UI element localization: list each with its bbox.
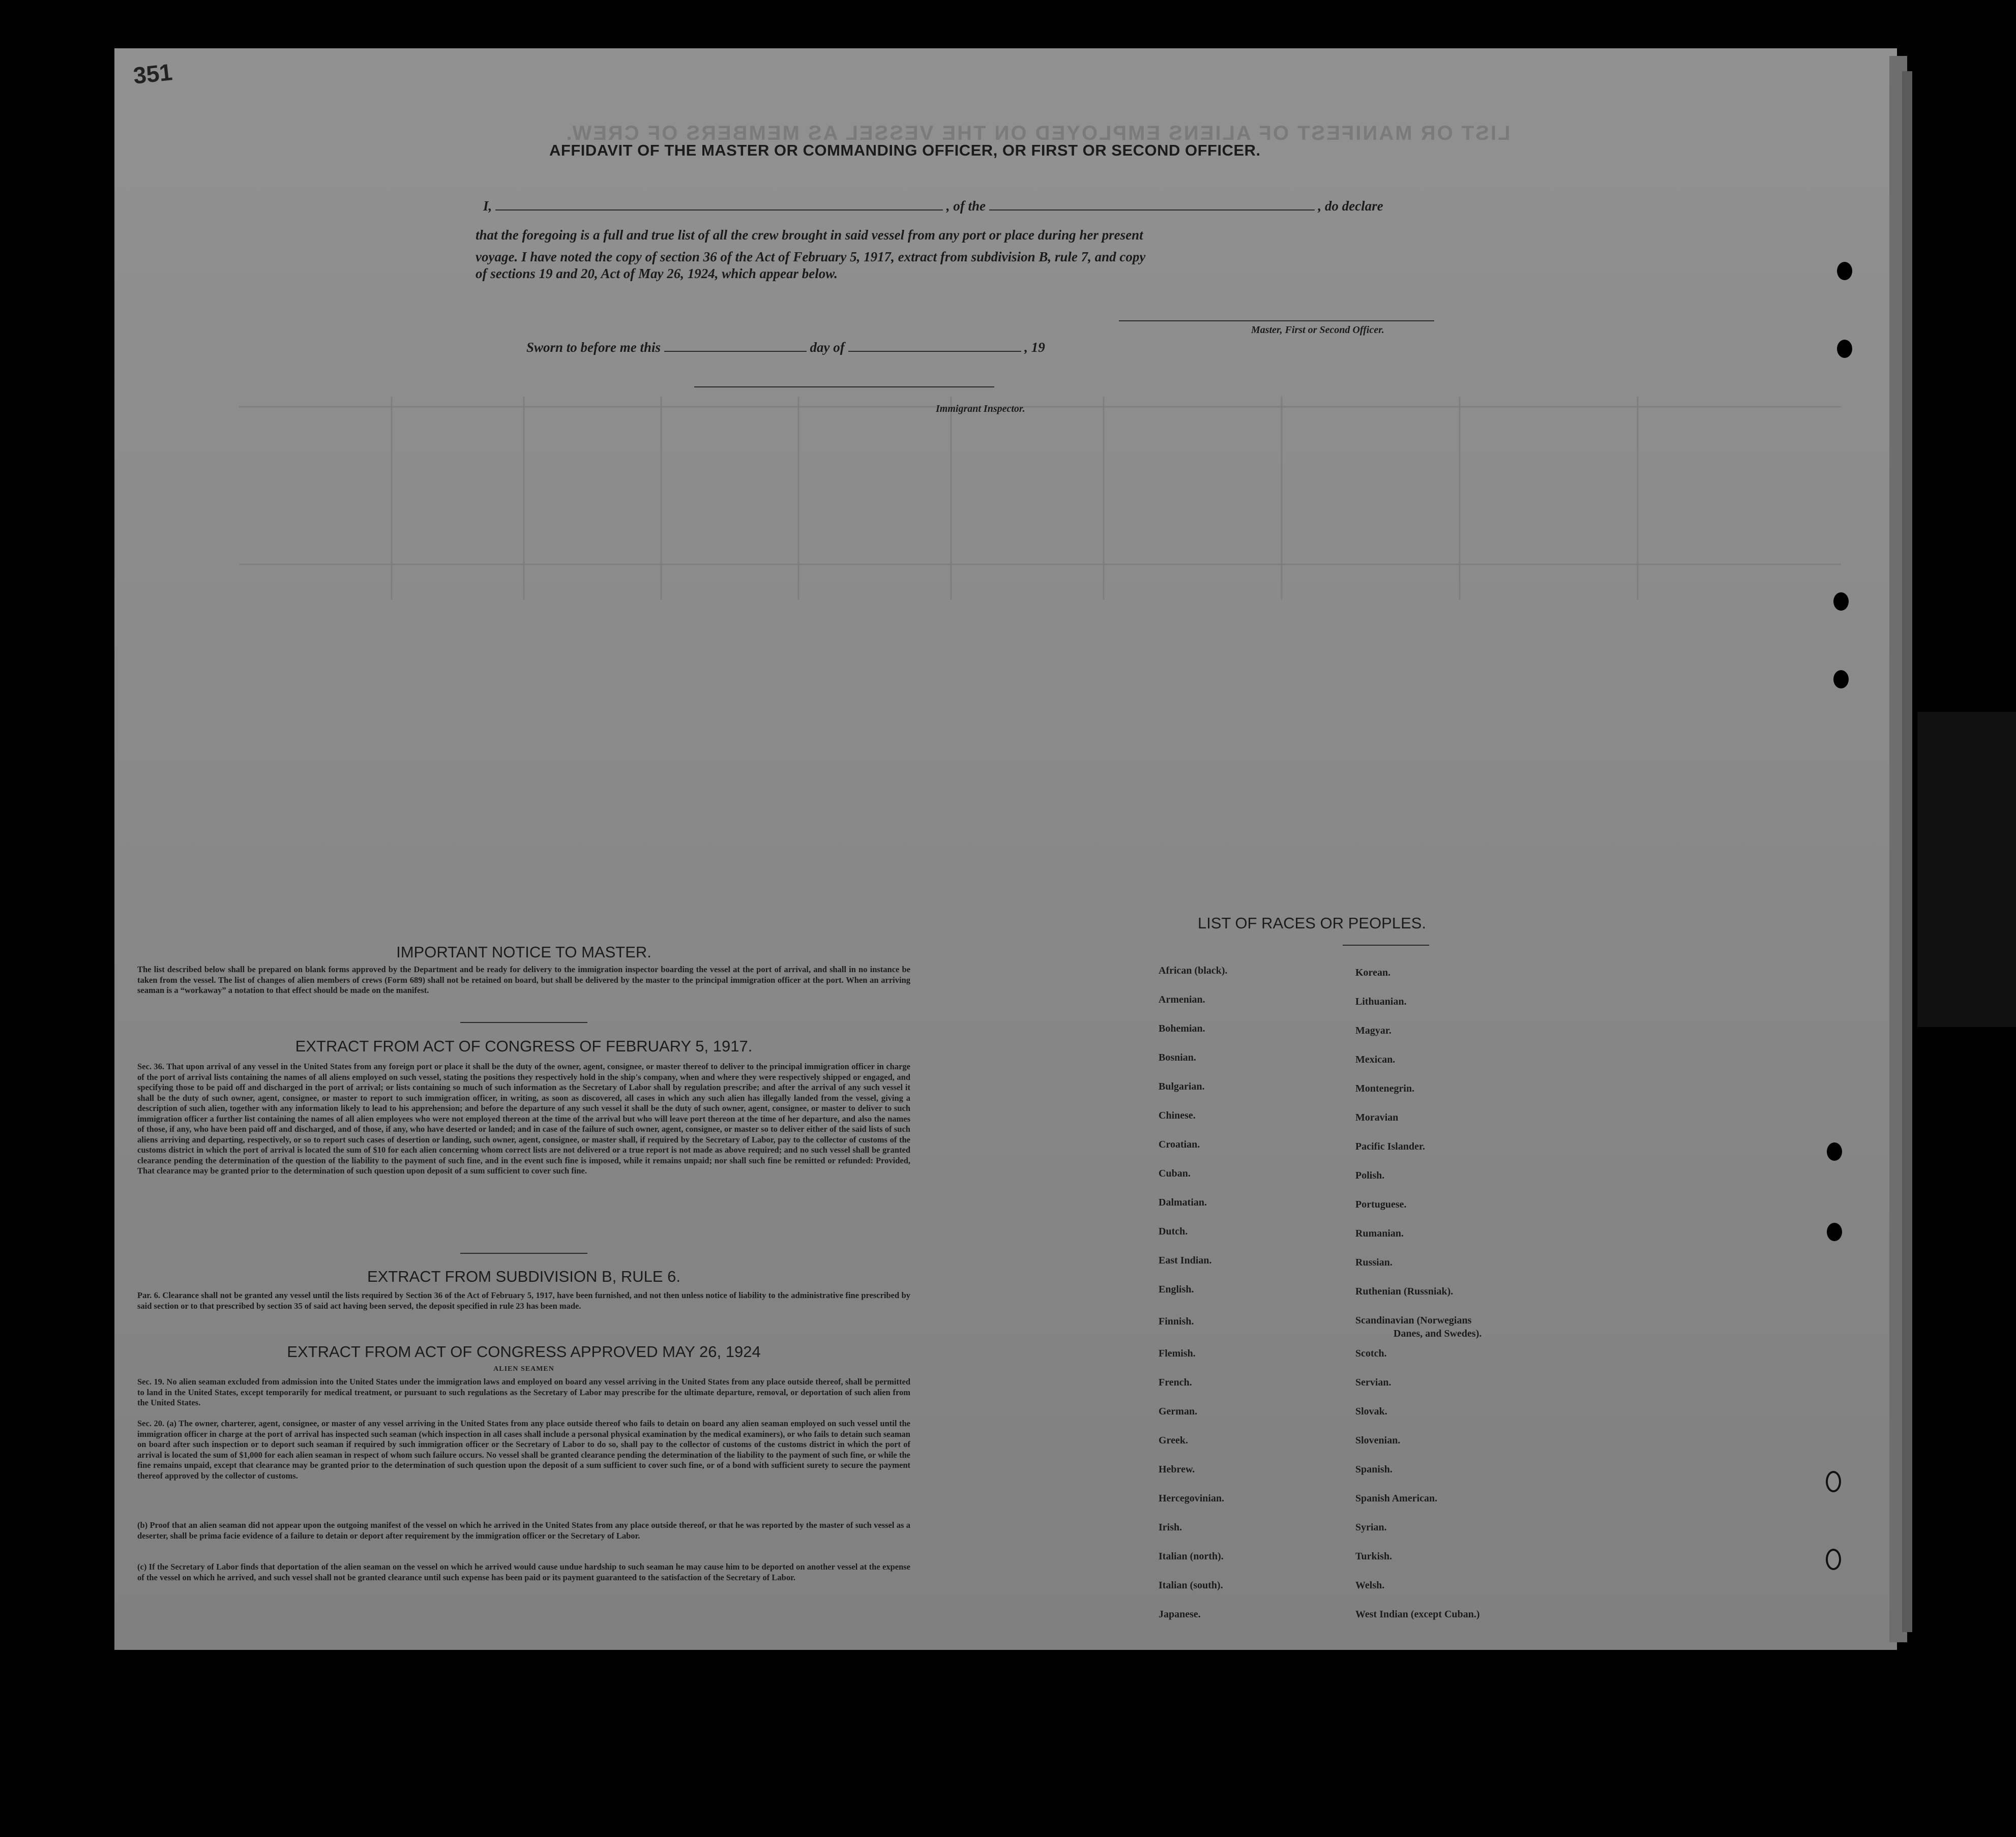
race-item: English.: [1159, 1284, 1194, 1295]
race-item: Hebrew.: [1159, 1464, 1195, 1475]
affidavit-line-3: voyage. I have noted the copy of section 36 of the Act of February 5, 1917, extract from subdivision B, rule 7, and copy: [476, 249, 1146, 264]
extract3-sec19: Sec. 19. No alien seaman excluded from admission into the United States under the immigration laws and employed on board any vessel arriving in the United States from any place outside thereof, shall be permitted to land in the United States, except temporarily for medical treatment, or pursuant to such regulations as the Secretary of Labor may prescribe for the ultimate departure, removal, or deportation of such alien from the United States.: [137, 1377, 910, 1407]
race-item: Danes, and Swedes).: [1394, 1328, 1482, 1339]
race-item: Korean.: [1355, 967, 1391, 978]
binding-hole-icon: [1833, 592, 1849, 611]
race-item: Dutch.: [1159, 1226, 1188, 1237]
affidavit-i-label: I,: [483, 198, 492, 214]
race-item: Finnish.: [1159, 1316, 1194, 1327]
race-item: Russian.: [1355, 1257, 1392, 1268]
vessel-blank: [989, 198, 1315, 210]
race-item: Spanish.: [1355, 1464, 1392, 1475]
affidavit-line-4: of sections 19 and 20, Act of May 26, 1924, which appear below.: [476, 266, 838, 281]
sworn-day-blank: [664, 340, 807, 352]
race-item: Spanish American.: [1355, 1493, 1438, 1504]
divider: [1343, 945, 1429, 946]
binding-hole-icon: [1826, 1549, 1841, 1570]
race-item: French.: [1159, 1377, 1192, 1388]
divider: [460, 1022, 587, 1023]
race-item: African (black).: [1159, 965, 1228, 976]
race-item: Servian.: [1355, 1377, 1391, 1388]
race-item: Cuban.: [1159, 1168, 1191, 1179]
race-item: Pacific Islander.: [1355, 1141, 1426, 1152]
race-item: Dalmatian.: [1159, 1197, 1207, 1208]
sworn-month-blank: [848, 340, 1021, 352]
master-signature-line: [1119, 320, 1434, 321]
race-item: Syrian.: [1355, 1522, 1387, 1533]
race-item: Japanese.: [1159, 1609, 1201, 1620]
extract3-subtitle: ALIEN SEAMEN: [493, 1365, 554, 1373]
bleed-through-table: [239, 397, 1841, 610]
day-of-label: day of: [810, 340, 845, 355]
binding-hole-icon: [1826, 1471, 1841, 1492]
extract2-title: EXTRACT FROM SUBDIVISION B, RULE 6.: [367, 1268, 681, 1285]
race-item: Armenian.: [1159, 994, 1205, 1005]
race-item: Scandinavian (Norwegians: [1355, 1315, 1472, 1326]
race-item: East Indian.: [1159, 1255, 1212, 1266]
race-item: Mexican.: [1355, 1054, 1396, 1065]
race-item: Moravian: [1355, 1112, 1399, 1123]
race-item: Italian (north).: [1159, 1551, 1224, 1562]
races-title: LIST OF RACES OR PEOPLES.: [1198, 914, 1427, 932]
race-item: Lithuanian.: [1355, 996, 1407, 1007]
binding-hole-icon: [1833, 670, 1849, 688]
sworn-label: Sworn to before me this: [526, 340, 661, 355]
race-item: Greek.: [1159, 1435, 1188, 1446]
race-item: Chinese.: [1159, 1110, 1196, 1121]
affidavit-of-the-label: , of the: [946, 198, 986, 214]
affidavit-declare-label: , do declare: [1318, 198, 1383, 214]
notice-title: IMPORTANT NOTICE TO MASTER.: [396, 943, 651, 961]
race-item: Croatian.: [1159, 1139, 1200, 1150]
race-item: German.: [1159, 1406, 1198, 1417]
race-item: Bosnian.: [1159, 1052, 1196, 1063]
bleed-through-header: LIST OR MANIFEST OF ALIENS EMPLOYED ON THE VESSEL AS MEMBERS OF CREW.: [565, 122, 1510, 144]
extract1-body: Sec. 36. That upon arrival of any vessel in the United States from any foreign port or place it shall be the duty of the owner, agent, consignee, or master thereof to deliver to the principal immigration officer in charge of the port of arrival lists containing the names of all aliens employed on such vessel, stating the positions they respectively hold in the ship's company, when and where they were respectively shipped or engaged, and specifying those to be paid off and discharged in the port of arrival; or lists containing so much of such information as the Secretary of Labor shall by regulation prescribe; and after the arrival of any such vessel it shall be the duty of such owner, agent, consignee, or master to report to such immigration officer, in writing, as soon as discovered, all cases in which any such alien has illegally landed from the vessel, giving a description of such alien, together with any information likely to lead to his apprehension; and before the departure of any such vessel it shall be the duty of such owner, agent, consignee, or master to deliver to such immigration officer a further list containing the names of all alien employees who were not employed thereon at the time of the arrival but who will leave port thereon at the time of her departure, and also the names of those, if any, who have been paid off and discharged, and of those, if any, who have deserted or landed; and in case of the failure of such owner, agent, consignee, or master so to deliver either of the said lists of such aliens arriving and departing, respectively, or so to report such cases of desertion or landing, such owner, agent, consignee, or master shall, if required by the Secretary of Labor, pay to the collector of customs of the customs district in which the port of arrival is located the sum of $10 for each alien concerning whom correct lists are not delivered or a true report is not made as above required; and no such vessel shall be granted clearance pending the determination of the question of the liability to the payment of such fine, and in the event such fine is imposed, while it remains unpaid; nor shall such fine be remitted or refunded: Provided, That clearance may be granted prior to the determination of such question upon deposit of a sum sufficient to cover such fine.: [137, 1062, 910, 1176]
race-item: Irish.: [1159, 1522, 1182, 1533]
binding-hole-icon: [1827, 1142, 1842, 1161]
race-item: Rumanian.: [1355, 1228, 1404, 1239]
binding-hole-icon: [1827, 1223, 1842, 1241]
race-item: Magyar.: [1355, 1025, 1391, 1036]
race-item: Portuguese.: [1355, 1199, 1407, 1210]
race-item: Bulgarian.: [1159, 1081, 1205, 1092]
master-label: Master, First or Second Officer.: [1251, 324, 1384, 336]
page-number: 351: [132, 58, 174, 89]
divider: [460, 1253, 587, 1254]
notice-body: The list described below shall be prepared on blank forms approved by the Department and be ready for delivery to the immigration inspector boarding the vessel at the port of arrival, and shall in no instance be taken from the vessel. The list of changes of alien members of crews (Form 689) shall not be retained on board, but shall be delivered by the master to the principal immigration officer at the port. When an arriving seaman is a “workaway” a notation to that effect should be made on the manifest.: [137, 965, 910, 995]
extract3-title: EXTRACT FROM ACT OF CONGRESS APPROVED MAY 26, 1924: [287, 1343, 761, 1361]
binding-hole-icon: [1837, 262, 1852, 280]
page-edge-back: [1902, 71, 1912, 1632]
race-item: West Indian (except Cuban.): [1355, 1609, 1480, 1620]
race-item: Bohemian.: [1159, 1023, 1205, 1034]
affidavit-line-2: that the foregoing is a full and true list of all the crew brought in said vessel from any port or place during her present: [476, 227, 1143, 243]
race-item: Flemish.: [1159, 1348, 1196, 1359]
race-item: Italian (south).: [1159, 1580, 1223, 1591]
year-label: , 19: [1024, 340, 1045, 355]
race-item: Polish.: [1355, 1170, 1385, 1181]
extract3-sec20b: (b) Proof that an alien seaman did not appear upon the outgoing manifest of the vessel on which he arrived in the United States from any place outside thereof, or that he was reported by the master of such vessel as a deserter, shall be prima facie evidence of a failure to detain or deport after requirement by the immigration officer or the Secretary of Labor.: [137, 1520, 910, 1541]
extract2-body: Par. 6. Clearance shall not be granted any vessel until the lists required by Section 36 of the Act of February 5, 1917, have been furnished, and not then unless notice of liability to the administrative fine prescribed by said section or to that prescribed by section 35 of said act having been served, the deposit specified in rule 23 has been made.: [137, 1290, 910, 1311]
name-blank: [495, 198, 943, 210]
race-item: Ruthenian (Russniak).: [1355, 1286, 1454, 1297]
sworn-line: [526, 340, 1045, 355]
affidavit-line-1: [483, 198, 1383, 214]
binding-hole-icon: [1837, 340, 1852, 358]
extract3-sec20c: (c) If the Secretary of Labor finds that deportation of the alien seaman on the vessel on which he arrived would cause undue hardship to such seaman he may cause him to be deported on another vessel at the expense of the vessel on which he arrived, and such vessel shall not be granted clearance until such expense has been paid or its payment guaranteed to the satisfaction of the Secretary of Labor.: [137, 1562, 910, 1582]
race-item: Scotch.: [1355, 1348, 1387, 1359]
race-item: Montenegrin.: [1355, 1083, 1415, 1094]
extract1-title: EXTRACT FROM ACT OF CONGRESS OF FEBRUARY 5, 1917.: [295, 1037, 753, 1055]
race-item: Turkish.: [1355, 1551, 1392, 1562]
race-item: Slovak.: [1355, 1406, 1387, 1417]
race-item: Hercegovinian.: [1159, 1493, 1225, 1504]
inspector-label: Immigrant Inspector.: [936, 403, 1025, 414]
document-page: [114, 48, 1897, 1650]
affidavit-title: AFFIDAVIT OF THE MASTER OR COMMANDING OFFICER, OR FIRST OR SECOND OFFICER.: [549, 141, 1261, 159]
race-item: Slovenian.: [1355, 1435, 1401, 1446]
inspector-signature-line: [694, 386, 994, 387]
race-item: Welsh.: [1355, 1580, 1385, 1591]
scanner-shadow: [1917, 712, 2016, 1027]
extract3-sec20a: Sec. 20. (a) The owner, charterer, agent, consignee, or master of any vessel arriving in the United States from any place outside thereof who fails to detain on board any alien seaman employed on such vessel until the immigration officer in charge at the port of arrival has inspected such seaman (which inspection in all cases shall include a personal physical examination by the medical examiners), or who fails to detain such seaman on board after such inspection or to deport such seaman if required by such immigration officer or the Secretary of Labor to do so, shall pay to the collector of customs of the customs district in which the port of arrival is located the sum of $1,000 for each alien seaman in respect of whom such failure occurs. No vessel shall be granted clearance pending the determination of the liability to the payment of such fine, or while the fine remains unpaid, except that clearance may be granted prior to the determination of such question upon the deposit of a sum sufficient to cover such fine, or of a bond with sufficient surety to secure the payment thereof approved by the collector of customs.: [137, 1419, 910, 1481]
